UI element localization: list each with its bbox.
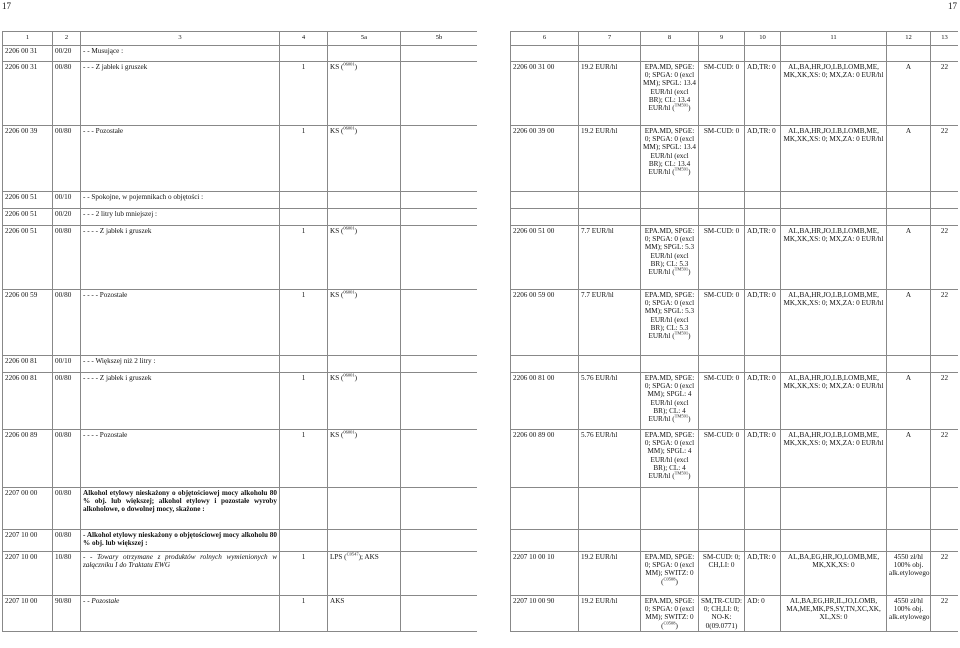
preferential-duty: EPA.MD, SPGE: 0; SPGA: 0 (excl MM); SPGL: 5.3 EUR/hl (excl BR); CL: 5.3 EUR/hl ($^{TM591}$)	[641, 290, 699, 356]
third-country-duty: 19.2 EUR/hl	[579, 596, 641, 632]
table-row	[511, 192, 959, 209]
unit-code	[280, 46, 328, 62]
description: - - - - Z jabłek i gruszek	[81, 373, 280, 430]
taric-extension: 00/80	[53, 226, 81, 290]
cn-code: 2207 00 00	[3, 488, 53, 530]
excise-info: A	[887, 126, 931, 192]
cn-code: 2206 00 39	[3, 126, 53, 192]
taric-code	[511, 209, 579, 226]
taric-code	[511, 192, 579, 209]
quota-duty	[699, 488, 745, 530]
taric-code	[511, 46, 579, 62]
customs-union-duty: AD,TR: 0	[745, 226, 781, 290]
vat-rate: 22	[931, 62, 959, 126]
column-5b	[401, 192, 478, 209]
cn-code: 2206 00 31	[3, 46, 53, 62]
taric-code: 2206 00 59 00	[511, 290, 579, 356]
quota-duty	[699, 46, 745, 62]
agreement-duty	[781, 209, 887, 226]
vat-rate: 22	[931, 552, 959, 596]
taric-extension: 00/80	[53, 126, 81, 192]
customs-union-duty	[745, 530, 781, 552]
cn-code: 2206 00 89	[3, 430, 53, 488]
preferential-duty: EPA.MD, SPGE: 0; SPGA: 0 (excl MM); SPGL: 13.4 EUR/hl (excl BR); CL: 13.4 EUR/hl ($^{TM591}$)	[641, 126, 699, 192]
cn-code: 2206 00 59	[3, 290, 53, 356]
vat-rate	[931, 356, 959, 373]
third-country-duty: 5.76 EUR/hl	[579, 373, 641, 430]
quota-duty	[699, 356, 745, 373]
description: Alkohol etylowy nieskażony o objętościowej mocy alkoholu 80 % obj. lub większej; alkohol etylowy i pozostałe wyroby alkoholowe, o dowolnej mocy, skażone :	[81, 488, 280, 530]
header-row	[3, 32, 478, 46]
unit-code: 1	[280, 430, 328, 488]
certificate-code	[328, 192, 401, 209]
quota-duty	[699, 192, 745, 209]
description: - Alkohol etylowy nieskażony o objętościowej mocy alkoholu 80 % obj. lub większej :	[81, 530, 280, 552]
cn-code: 2207 10 00	[3, 530, 53, 552]
column-header: 9	[699, 32, 745, 46]
preferential-duty-footnote: C0508	[663, 576, 676, 582]
table-row	[511, 126, 959, 192]
table-row	[3, 226, 478, 290]
unit-code: 1	[280, 290, 328, 356]
taric-extension: 00/80	[53, 62, 81, 126]
third-country-duty	[579, 488, 641, 530]
customs-union-duty	[745, 356, 781, 373]
certificate-code	[328, 356, 401, 373]
customs-union-duty: AD,TR: 0	[745, 62, 781, 126]
third-country-duty	[579, 356, 641, 373]
excise-info: A	[887, 290, 931, 356]
taric-code: 2206 00 81 00	[511, 373, 579, 430]
certificate-code-footnote: C0547	[346, 551, 359, 557]
customs-union-duty	[745, 192, 781, 209]
column-header: 5b	[401, 32, 478, 46]
taric-extension: 00/10	[53, 356, 81, 373]
preferential-duty: EPA.MD, SPGE: 0; SPGA: 0 (excl MM); SPGL: 4 EUR/hl (excl BR); CL: 4 EUR/hl ($^{TM591}$)	[641, 373, 699, 430]
agreement-duty: AL,BA,HR,JO,LB,LOMB,ME, MK,XK,XS: 0; MX,ZA: 0 EUR/hl	[781, 430, 887, 488]
table-row	[511, 552, 959, 596]
table-row	[3, 552, 478, 596]
certificate-code	[328, 530, 401, 552]
preferential-duty: EPA.MD, SPGE: 0; SPGA: 0 (excl MM); SWITZ: 0 ($^{C0508}$)	[641, 596, 699, 632]
table-row	[511, 488, 959, 530]
customs-union-duty: AD: 0	[745, 596, 781, 632]
description: - - - - Pozostałe	[81, 430, 280, 488]
column-5b	[401, 226, 478, 290]
certificate-code	[328, 46, 401, 62]
excise-info: 4550 zł/hl 100% obj. alk.etylowego	[887, 552, 931, 596]
taric-extension: 00/80	[53, 290, 81, 356]
unit-code: 1	[280, 62, 328, 126]
quota-duty	[699, 530, 745, 552]
preferential-duty	[641, 488, 699, 530]
agreement-duty: AL,BA,HR,JO,LB,LOMB,ME, MK,XK,XS: 0; MX,ZA: 0 EUR/hl	[781, 226, 887, 290]
vat-rate: 22	[931, 596, 959, 632]
quota-duty: SM-CUD: 0	[699, 62, 745, 126]
taric-code: 2206 00 31 00	[511, 62, 579, 126]
column-header: 11	[781, 32, 887, 46]
preferential-duty	[641, 530, 699, 552]
quota-duty: SM-CUD: 0	[699, 226, 745, 290]
table-row	[511, 226, 959, 290]
third-country-duty: 7.7 EUR/hl	[579, 290, 641, 356]
certificate-code-footnote: 06001	[343, 372, 355, 378]
vat-rate: 22	[931, 373, 959, 430]
column-5b	[401, 430, 478, 488]
column-5b	[401, 126, 478, 192]
customs-union-duty	[745, 209, 781, 226]
taric-code: 2207 10 00 10	[511, 552, 579, 596]
agreement-duty: AL,BA,HR,JO,LB,LOMB,ME, MK,XK,XS: 0; MX,ZA: 0 EUR/hl	[781, 290, 887, 356]
excise-info	[887, 192, 931, 209]
table-row	[511, 430, 959, 488]
unit-code: 1	[280, 126, 328, 192]
column-header: 2	[53, 32, 81, 46]
column-header: 6	[511, 32, 579, 46]
table-row	[3, 290, 478, 356]
certificate-code: KS ($^{06001}$)	[328, 126, 401, 192]
customs-union-duty: AD,TR: 0	[745, 552, 781, 596]
certificate-code: KS ($^{06001}$)	[328, 373, 401, 430]
description: - - - 2 litry lub mniejszej :	[81, 209, 280, 226]
table-row	[511, 373, 959, 430]
customs-union-duty: AD,TR: 0	[745, 126, 781, 192]
agreement-duty: AL,BA,EG,HR,JO,LOMB,ME, MK,XK,XS: 0	[781, 552, 887, 596]
certificate-code: KS ($^{06001}$)	[328, 62, 401, 126]
table-row	[3, 192, 478, 209]
column-header: 7	[579, 32, 641, 46]
excise-info	[887, 488, 931, 530]
taric-extension: 00/20	[53, 209, 81, 226]
agreement-duty	[781, 488, 887, 530]
quota-duty: SM,TR-CUD: 0; CH,LI: 0; NO-K: 0(09.0771)	[699, 596, 745, 632]
column-5b	[401, 530, 478, 552]
preferential-duty-footnote: TM591	[674, 413, 689, 419]
excise-info: 4550 zł/hl 100% obj. alk.etylowego	[887, 596, 931, 632]
taric-extension: 00/80	[53, 488, 81, 530]
unit-code: 1	[280, 373, 328, 430]
preferential-duty	[641, 209, 699, 226]
column-5b	[401, 552, 478, 596]
taric-extension: 00/80	[53, 530, 81, 552]
quota-duty: SM-CUD: 0	[699, 126, 745, 192]
description: - - Musujące :	[81, 46, 280, 62]
third-country-duty	[579, 46, 641, 62]
tariff-table-left	[2, 31, 477, 648]
unit-code: 1	[280, 552, 328, 596]
certificate-code-footnote: 06001	[343, 289, 355, 295]
certificate-code-footnote: 06001	[343, 225, 355, 231]
taric-code: 2207 10 00 90	[511, 596, 579, 632]
preferential-duty: EPA.MD, SPGE: 0; SPGA: 0 (excl MM); SWITZ: 0 ($^{C0508}$)	[641, 552, 699, 596]
table-row	[511, 46, 959, 62]
column-5b	[401, 488, 478, 530]
third-country-duty	[579, 530, 641, 552]
description: - - - Większej niż 2 litry :	[81, 356, 280, 373]
agreement-duty: AL,BA,EG,HR,IL,JO,LOMB, MA,ME,MK,PS,SY,TN,XC,XK, XL,XS: 0	[781, 596, 887, 632]
description: - - Spokojne, w pojemnikach o objętości :	[81, 192, 280, 209]
preferential-duty: EPA.MD, SPGE: 0; SPGA: 0 (excl MM); SPGL: 5.3 EUR/hl (excl BR); CL: 5.3 EUR/hl ($^{TM591}$)	[641, 226, 699, 290]
agreement-duty	[781, 192, 887, 209]
excise-info: A	[887, 430, 931, 488]
preferential-duty-footnote: C0508	[663, 620, 676, 626]
third-country-duty	[579, 192, 641, 209]
taric-code: 2206 00 89 00	[511, 430, 579, 488]
certificate-code: LPS ($^{C0547}$); AKS	[328, 552, 401, 596]
customs-union-duty: AD,TR: 0	[745, 373, 781, 430]
unit-code: 1	[280, 596, 328, 632]
unit-code	[280, 530, 328, 552]
cn-code: 2207 10 00	[3, 596, 53, 632]
preferential-duty: EPA.MD, SPGE: 0; SPGA: 0 (excl MM); SPGL: 13.4 EUR/hl (excl BR); CL: 13.4 EUR/hl ($^{TM591}$)	[641, 62, 699, 126]
vat-rate	[931, 488, 959, 530]
certificate-code-footnote: 06001	[343, 61, 355, 67]
cn-code: 2206 00 31	[3, 62, 53, 126]
taric-extension: 00/20	[53, 46, 81, 62]
vat-rate: 22	[931, 290, 959, 356]
table-row	[3, 126, 478, 192]
quota-duty: SM-CUD: 0	[699, 430, 745, 488]
taric-extension: 90/80	[53, 596, 81, 632]
description: - - - Pozostałe	[81, 126, 280, 192]
excise-info	[887, 46, 931, 62]
vat-rate: 22	[931, 126, 959, 192]
preferential-duty: EPA.MD, SPGE: 0; SPGA: 0 (excl MM); SPGL: 4 EUR/hl (excl BR); CL: 4 EUR/hl ($^{TM591}$)	[641, 430, 699, 488]
taric-extension: 00/80	[53, 373, 81, 430]
unit-code	[280, 356, 328, 373]
agreement-duty: AL,BA,HR,JO,LB,LOMB,ME, MK,XK,XS: 0; MX,ZA: 0 EUR/hl	[781, 126, 887, 192]
cn-code: 2206 00 51	[3, 226, 53, 290]
vat-rate	[931, 46, 959, 62]
table-row	[3, 488, 478, 530]
unit-code	[280, 488, 328, 530]
preferential-duty	[641, 46, 699, 62]
quota-duty: SM-CUD: 0; CH,LI: 0	[699, 552, 745, 596]
table-row	[3, 62, 478, 126]
preferential-duty-footnote: TM591	[674, 470, 689, 476]
preferential-duty-footnote: TM591	[674, 102, 689, 108]
agreement-duty: AL,BA,HR,JO,LB,LOMB,ME, MK,XK,XS: 0; MX,ZA: 0 EUR/hl	[781, 373, 887, 430]
third-country-duty	[579, 209, 641, 226]
taric-code: 2206 00 51 00	[511, 226, 579, 290]
column-header: 10	[745, 32, 781, 46]
certificate-code	[328, 488, 401, 530]
unit-code: 1	[280, 226, 328, 290]
taric-extension: 10/80	[53, 552, 81, 596]
quota-duty: SM-CUD: 0	[699, 290, 745, 356]
table-row	[511, 530, 959, 552]
column-5b	[401, 209, 478, 226]
description: - - - - Pozostałe	[81, 290, 280, 356]
taric-extension: 00/10	[53, 192, 81, 209]
certificate-code: KS ($^{06001}$)	[328, 226, 401, 290]
agreement-duty	[781, 356, 887, 373]
column-header: 12	[887, 32, 931, 46]
certificate-code-footnote: 06001	[343, 429, 355, 435]
vat-rate	[931, 192, 959, 209]
page-number-right: 17	[948, 1, 957, 11]
excise-info: A	[887, 373, 931, 430]
description: - - - - Z jabłek i gruszek	[81, 226, 280, 290]
quota-duty: SM-CUD: 0	[699, 373, 745, 430]
tariff-table-right	[510, 31, 958, 648]
certificate-code: KS ($^{06001}$)	[328, 430, 401, 488]
description: - - Pozostałe	[81, 596, 280, 632]
table-row	[3, 373, 478, 430]
agreement-duty	[781, 46, 887, 62]
column-5b	[401, 373, 478, 430]
preferential-duty-footnote: TM591	[674, 266, 689, 272]
cn-code: 2206 00 81	[3, 356, 53, 373]
preferential-duty-footnote: TM591	[674, 166, 689, 172]
table-row	[511, 209, 959, 226]
table-row	[511, 596, 959, 632]
taric-code	[511, 530, 579, 552]
certificate-code	[328, 209, 401, 226]
excise-info	[887, 356, 931, 373]
column-5b	[401, 290, 478, 356]
cn-code: 2206 00 51	[3, 192, 53, 209]
quota-duty	[699, 209, 745, 226]
table-row	[511, 356, 959, 373]
third-country-duty: 19.2 EUR/hl	[579, 552, 641, 596]
column-header: 8	[641, 32, 699, 46]
taric-code	[511, 356, 579, 373]
taric-code	[511, 488, 579, 530]
table-row	[3, 356, 478, 373]
column-5b	[401, 46, 478, 62]
description: - - Towary otrzymane z produktów rolnych wymienionych w załączniku I do Traktatu EWG	[81, 552, 280, 596]
taric-extension: 00/80	[53, 430, 81, 488]
column-5b	[401, 62, 478, 126]
customs-union-duty	[745, 46, 781, 62]
column-header: 4	[280, 32, 328, 46]
cn-code: 2207 10 00	[3, 552, 53, 596]
table-row	[3, 430, 478, 488]
table-row	[511, 290, 959, 356]
preferential-duty	[641, 192, 699, 209]
column-header: 13	[931, 32, 959, 46]
preferential-duty-footnote: TM591	[674, 330, 689, 336]
column-5b	[401, 356, 478, 373]
column-header: 3	[81, 32, 280, 46]
excise-info: A	[887, 226, 931, 290]
customs-union-duty: AD,TR: 0	[745, 430, 781, 488]
vat-rate	[931, 530, 959, 552]
third-country-duty: 7.7 EUR/hl	[579, 226, 641, 290]
vat-rate	[931, 209, 959, 226]
certificate-code: KS ($^{06001}$)	[328, 290, 401, 356]
cn-code: 2206 00 81	[3, 373, 53, 430]
taric-code: 2206 00 39 00	[511, 126, 579, 192]
table-row	[3, 530, 478, 552]
page-number-left: 17	[2, 1, 11, 11]
third-country-duty: 19.2 EUR/hl	[579, 126, 641, 192]
column-header: 1	[3, 32, 53, 46]
third-country-duty: 5.76 EUR/hl	[579, 430, 641, 488]
certificate-code: AKS	[328, 596, 401, 632]
header-row	[511, 32, 959, 46]
unit-code	[280, 192, 328, 209]
column-header: 5a	[328, 32, 401, 46]
third-country-duty: 19.2 EUR/hl	[579, 62, 641, 126]
description: - - - Z jabłek i gruszek	[81, 62, 280, 126]
preferential-duty	[641, 356, 699, 373]
table-row	[3, 46, 478, 62]
table-row	[511, 62, 959, 126]
table-row	[3, 209, 478, 226]
vat-rate: 22	[931, 430, 959, 488]
agreement-duty: AL,BA,HR,JO,LB,LOMB,ME, MK,XK,XS: 0; MX,ZA: 0 EUR/hl	[781, 62, 887, 126]
vat-rate: 22	[931, 226, 959, 290]
cn-code: 2206 00 51	[3, 209, 53, 226]
agreement-duty	[781, 530, 887, 552]
customs-union-duty: AD,TR: 0	[745, 290, 781, 356]
excise-info	[887, 209, 931, 226]
excise-info	[887, 530, 931, 552]
excise-info: A	[887, 62, 931, 126]
unit-code	[280, 209, 328, 226]
certificate-code-footnote: 06001	[343, 125, 355, 131]
table-row	[3, 596, 478, 632]
column-5b	[401, 596, 478, 632]
customs-union-duty	[745, 488, 781, 530]
